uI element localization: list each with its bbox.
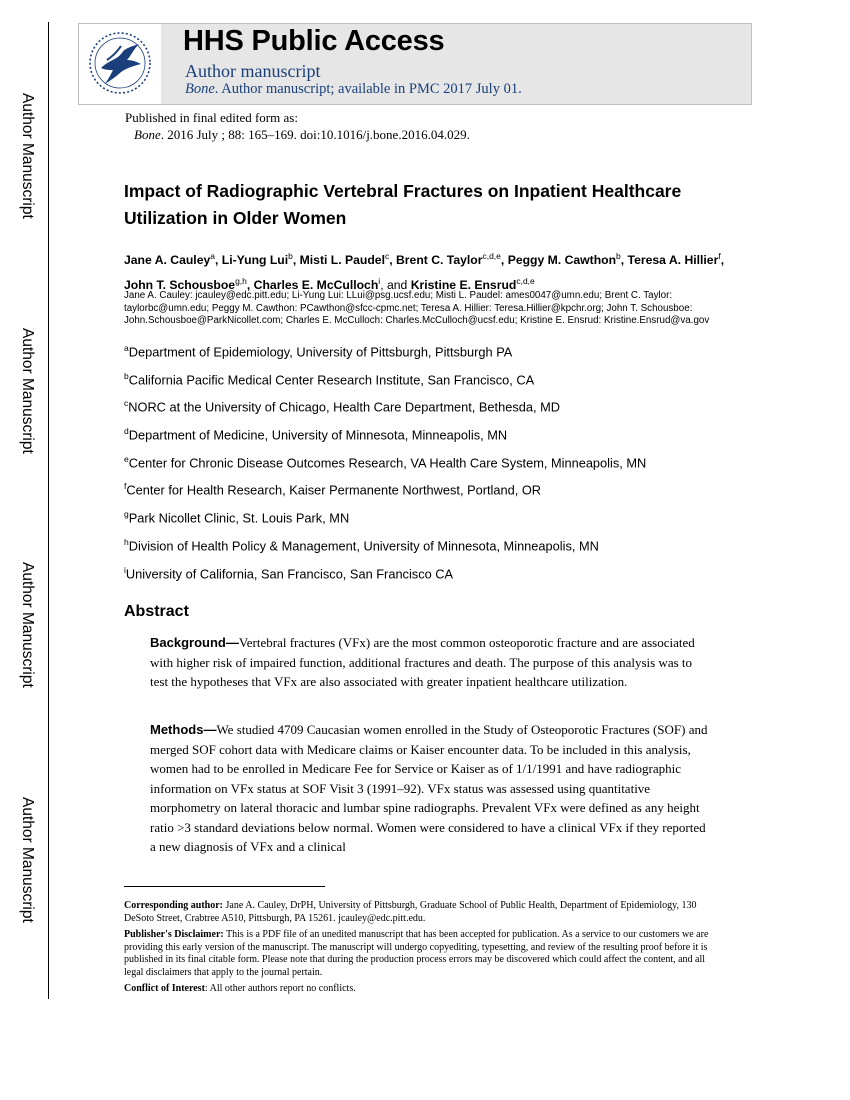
affiliation-text: Park Nicollet Clinic, St. Louis Park, MN	[128, 510, 350, 526]
author-affiliation-mark: a	[210, 251, 215, 261]
author-name: Li-Yung Lui	[221, 253, 289, 268]
affiliation	[124, 343, 646, 371]
affiliation-mark: i	[124, 564, 126, 575]
banner-subtitle: Author manuscript	[185, 61, 321, 81]
affiliation	[124, 537, 646, 565]
affiliation-mark: h	[124, 536, 129, 547]
affiliation-text: California Pacific Medical Center Research Institute, San Francisco, CA	[128, 371, 535, 387]
author-name: Teresa A. Hillier	[627, 253, 719, 268]
author-affiliation-mark: b	[616, 251, 621, 261]
affiliation-mark: e	[124, 453, 129, 464]
author-affiliation-mark: b	[288, 251, 293, 261]
citation: Bone. 2016 July ; 88: 165–169. doi:10.1016/j.bone.2016.04.029.	[134, 127, 470, 142]
background-label: Background—	[150, 635, 239, 650]
affiliation	[124, 565, 646, 593]
affiliation	[124, 509, 646, 537]
author-list: Jane A. Cauley$^a$, Li-Yung Lui$^b$, Misti L. Paudel$^c$, Brent C. Taylor$^{c,d,e}$, Peggy M. Cawthon$^b$, Teresa A. Hillier$^f$, John T. Schousboe$^{g,h}$, Charles E. McCulloch$^i$, and Kristine E. Ensrud$^{c,d,e}$	[124, 251, 725, 292]
author-name: Jane A. Cauley	[124, 253, 211, 268]
article-title: Impact of Radiographic Vertebral Fractures on Inpatient Healthcare Utilization in Older Women	[124, 181, 682, 228]
affiliation-text: Department of Medicine, University of Minnesota, Minneapolis, MN	[128, 427, 508, 443]
author-affiliation-mark: c,d,e	[516, 275, 535, 286]
hhs-banner	[78, 23, 752, 105]
banner-journal: Bone	[185, 81, 215, 97]
margin-rule	[48, 22, 49, 999]
affiliation-mark: a	[124, 343, 129, 353]
affiliation-text: Department of Epidemiology, University of Pittsburgh, Pittsburgh PA	[128, 344, 513, 360]
author-affiliation-mark: g,h	[235, 275, 247, 286]
affiliation	[124, 426, 646, 454]
abstract-background: Background—Vertebral fractures (VFx) are the most common osteoporotic fracture and are associated with higher risk of impaired function, additional fractures and death. The purpose of this analysis was to test the hypotheses that VFx are also associated with greater inpatient healthcare utilization.	[150, 635, 695, 689]
banner-title: HHS Public Access	[183, 25, 445, 57]
author-name: Peggy M. Cawthon	[507, 253, 617, 268]
affiliation-text: Center for Health Research, Kaiser Permanente Northwest, Portland, OR	[126, 482, 542, 498]
author-name: Misti L. Paudel	[299, 253, 385, 268]
footnotes	[124, 900, 724, 1000]
abstract-heading: Abstract	[124, 603, 189, 620]
affiliation-text: NORC at the University of Chicago, Health Care Department, Bethesda, MD	[128, 399, 560, 415]
author-name: Kristine E. Ensrud	[410, 277, 517, 292]
affiliation	[124, 454, 646, 482]
methods-label: Methods—	[150, 722, 217, 737]
publisher-disclaimer: Publisher's Disclaimer: This is a PDF file of an unedited manuscript that has been accepted for publication. As a service to our customers we are providing this early version of the manuscript. The manuscript will undergo copyediting, typesetting, and review of the resulting proof before it is published in its final citable form. Please note that during the production process errors may be discovered which could affect the content, and all legal disclaimers that apply to the journal pertain.	[124, 929, 709, 978]
affiliation-text: Center for Chronic Disease Outcomes Research, VA Health Care System, Minneapolis, MN	[128, 455, 647, 471]
affiliation-text: Division of Health Policy & Management, University of Minnesota, Minneapolis, MN	[128, 538, 599, 554]
abstract-methods: Methods—We studied 4709 Caucasian women enrolled in the Study of Osteoporotic Fractures (SOF) and merged SOF cohort data with Medicare claims or Kaiser encounter data. To be included in this analysis, women had to be enrolled in Medicare Fee for Service or Kaiser as of 1/1/1991 and have radiographic information on VFx status at SOF Visit 3 (1991–92). VFx status was assessed using quantitative morphometry on lateral thoracic and lumbar spine radiographs. Prevalent VFx were defined as any height ratio >3 standard deviations below normal. Women were considered to have a clinical VFx if they reported a new diagnosis of VFx and a clinical	[150, 722, 708, 854]
publication-info	[125, 109, 470, 143]
author-affiliation-mark: c	[384, 251, 390, 261]
citation-journal: Bone	[134, 127, 161, 142]
affiliation-mark: c	[124, 398, 129, 409]
author-name: John T. Schousboe	[124, 277, 236, 292]
affiliation-mark: b	[124, 370, 129, 381]
author-affiliation-mark: c,d,e	[482, 251, 501, 261]
affiliation-text: University of California, San Francisco, San Francisco CA	[125, 565, 454, 581]
hhs-logo	[79, 24, 161, 104]
hhs-eagle-icon	[87, 30, 153, 96]
conflict-of-interest: Conflict of Interest: All other authors report no conflicts.	[124, 983, 356, 994]
affiliation-mark: g	[124, 509, 129, 520]
affiliation	[124, 398, 646, 426]
author-name: Charles E. McCulloch	[253, 277, 379, 292]
corresponding-author-note: Corresponding author: Jane A. Cauley, DrPH, University of Pittsburgh, Graduate School of Public Health, Department of Epidemiology, 130 DeSoto Street, Crabtree A510, Pittsburgh, PA 15261. jcauley@edc.pitt.edu.	[124, 900, 697, 924]
author-affiliation-mark: f	[718, 251, 721, 261]
author-name: Brent C. Taylor	[396, 253, 483, 268]
author-emails: Jane A. Cauley: jcauley@edc.pitt.edu; Li-Yung Lui: LLui@psg.ucsf.edu; Misti L. Paudel: ames0047@umn.edu; Brent C. Taylor: taylorbc@umn.edu; Peggy M. Cawthon: PCawthon@sfcc-cpmc.net; Teresa A. Hillier: Teresa.Hillier@kpchr.org; John T. Schousboe: John.Schousboe@ParkNicollet.com; Charles E. McCulloch: Charles.McCulloch@ucsf.edu; Kristine E. Ensrud: Kristine.Ensrud@va.gov	[124, 290, 710, 326]
affiliation-list	[124, 343, 646, 592]
published-in-label: Published in final edited form as:	[125, 110, 298, 125]
banner-availability: Bone. Author manuscript; available in PMC 2017 July 01.	[185, 81, 522, 97]
affiliation	[124, 481, 646, 509]
author-affiliation-mark: i	[378, 275, 381, 286]
affiliation-mark: d	[124, 426, 129, 437]
affiliation-mark: f	[124, 481, 127, 492]
affiliation	[124, 371, 646, 399]
footnote-rule	[124, 886, 325, 887]
